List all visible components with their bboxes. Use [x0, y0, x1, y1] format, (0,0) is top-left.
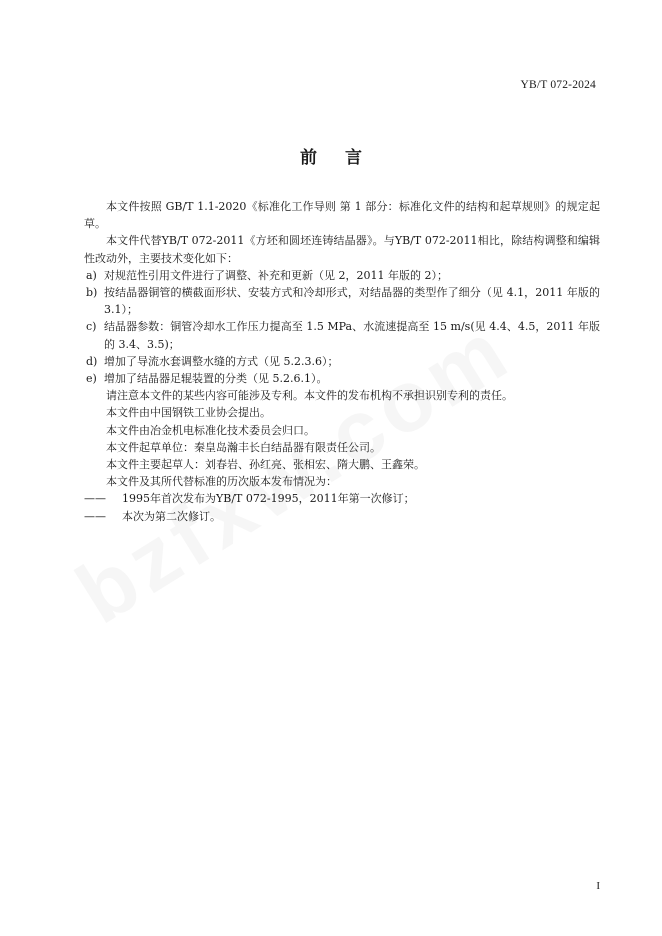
list-item-text: 结晶器参数：铜管冷却水工作压力提高至 1.5 MPa、水流速提高至 15 m/s(见 4.4、4.5，2011 年版的 3.4、3.5)； — [104, 320, 600, 351]
list-item-text: 本次为第二次修订。 — [122, 509, 221, 523]
paragraph-history-intro: 本文件及其所代替标准的历次版本发布情况为： — [106, 475, 337, 489]
dash-marker: —— — [84, 509, 106, 523]
standard-code: YB/T 072-2024 — [520, 79, 596, 91]
list-item — [84, 490, 600, 507]
page-title: 前言 — [300, 148, 390, 168]
list-marker: c) — [86, 320, 97, 334]
changes-list — [84, 267, 600, 387]
paragraph-replacement: 本文件代替YB/T 072-2011《方坯和圆坯连铸结晶器》。与YB/T 072-2011相比，除结构调整和编辑性改动外，主要技术变化如下： — [84, 234, 600, 265]
paragraph-drafting-rules: 本文件按照 GB/T 1.1-2020《标准化工作导则 第 1 部分：标准化文件的结构和起草规则》的规定起草。 — [84, 200, 600, 231]
list-marker: e) — [86, 372, 97, 386]
paragraph-patent: 请注意本文件的某些内容可能涉及专利。本文件的发布机构不承担识别专利的责任。 — [106, 389, 513, 403]
list-item — [84, 370, 600, 387]
list-item — [84, 318, 600, 352]
list-item — [84, 267, 600, 284]
list-item-text: 增加了导流水套调整水缝的方式（见 5.2.3.6）； — [104, 354, 339, 368]
page-number: I — [596, 880, 600, 892]
list-item — [84, 284, 600, 318]
paragraph-proposer: 本文件由中国钢铁工业协会提出。 — [106, 406, 271, 420]
list-item-text: 对规范性引用文件进行了调整、补充和更新（见 2，2011 年版的 2）； — [104, 268, 448, 282]
list-item-text: 按结晶器铜管的横截面形状、安装方式和冷却形式，对结晶器的类型作了细分（见 4.1，2011 年版的 3.1）； — [104, 286, 600, 317]
list-marker: a) — [86, 268, 97, 282]
paragraph-drafters: 本文件主要起草人：刘春岩、孙红亮、张相宏、隋大鹏、王鑫荣。 — [106, 458, 425, 472]
paragraph-drafting-units: 本文件起草单位：秦皇岛瀚丰长白结晶器有限责任公司。 — [106, 440, 381, 454]
list-item — [84, 353, 600, 370]
list-item — [84, 508, 600, 525]
paragraph-centralized: 本文件由冶金机电标准化技术委员会归口。 — [106, 423, 315, 437]
list-item-text: 1995年首次发布为YB/T 072-1995，2011年第一次修订； — [122, 492, 415, 506]
history-list — [84, 490, 600, 524]
list-marker: d) — [86, 354, 98, 368]
list-marker: b) — [86, 286, 98, 300]
list-item-text: 增加了结晶器足辊装置的分类（见 5.2.6.1）。 — [104, 372, 328, 386]
foreword-body — [84, 198, 600, 525]
dash-marker: —— — [84, 492, 106, 506]
